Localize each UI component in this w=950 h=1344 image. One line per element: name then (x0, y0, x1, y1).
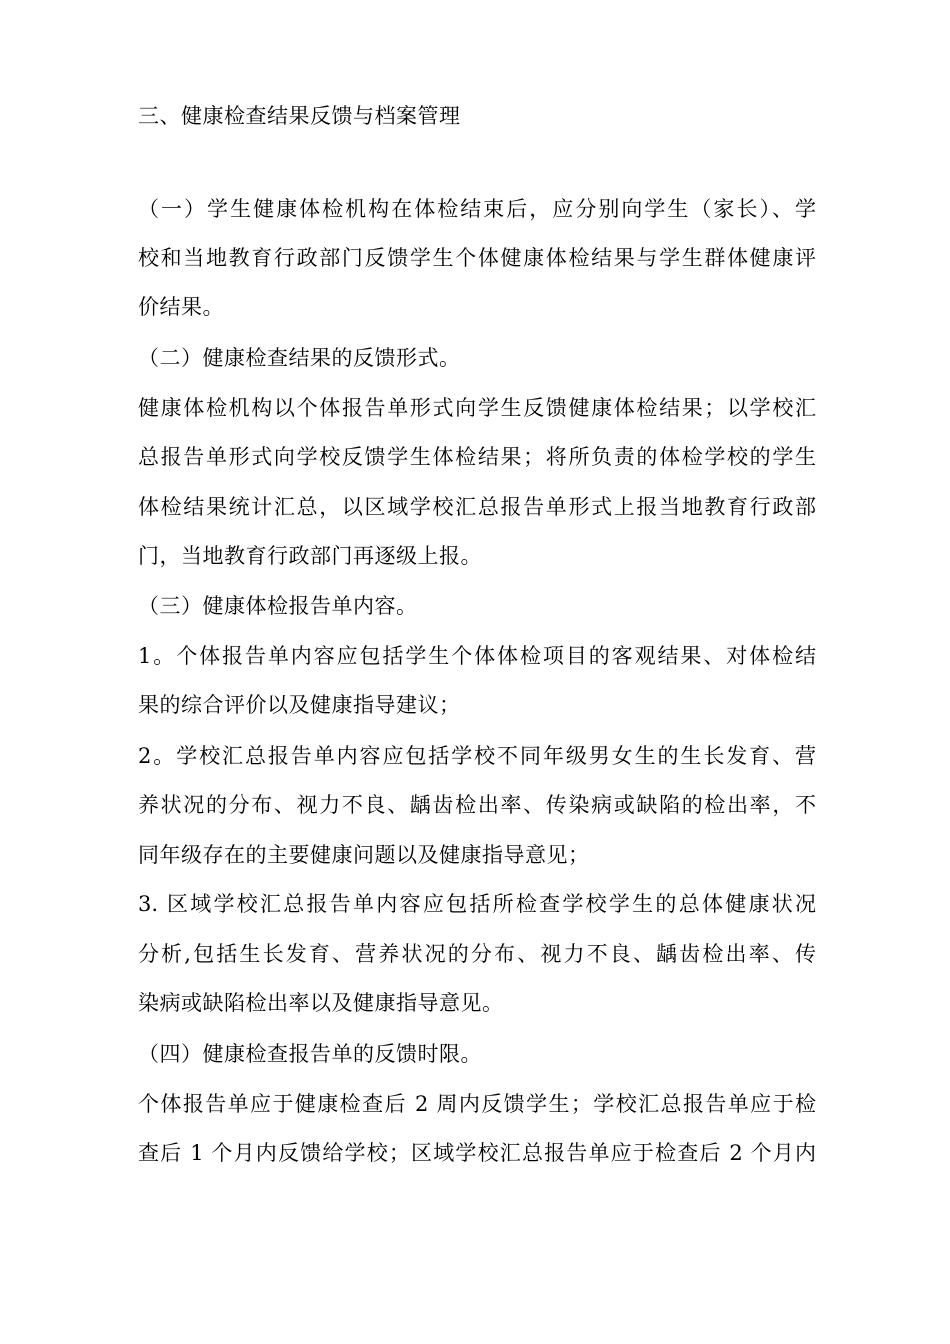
paragraph-line: 2。学校汇总报告单内容应包括学校不同年级男女生的生长发育、营 (138, 744, 816, 768)
paragraph-line: 个体报告单应于健康检查后 2 周内反馈学生；学校汇总报告单应于检 (138, 1092, 816, 1116)
subsection-heading: （四）健康检查报告单的反馈时限。 (138, 1042, 482, 1066)
paragraph-line: 总报告单形式向学校反馈学生体检结果；将所负责的体检学校的学生 (138, 445, 816, 469)
paragraph-line: 养状况的分布、视力不良、龋齿检出率、传染病或缺陷的检出率，不 (138, 793, 816, 817)
paragraph-line: 体检结果统计汇总，以区域学校汇总报告单形式上报当地教育行政部 (138, 495, 816, 519)
paragraph-line: 校和当地教育行政部门反馈学生个体健康体检结果与学生群体健康评 (138, 246, 816, 270)
paragraph-line: 果的综合评价以及健康指导建议； (138, 693, 461, 717)
paragraph-line: 3. 区域学校汇总报告单内容应包括所检查学校学生的总体健康状况 (138, 892, 816, 916)
subsection-heading: （三）健康体检报告单内容。 (138, 594, 418, 618)
subsection-heading: （二）健康检查结果的反馈形式。 (138, 346, 461, 370)
paragraph-line: 门，当地教育行政部门再逐级上报。 (138, 544, 482, 568)
paragraph-line: 价结果。 (138, 295, 224, 319)
section-heading: 三、健康检查结果反馈与档案管理 (138, 104, 461, 128)
paragraph-line: 染病或缺陷检出率以及健康指导意见。 (138, 991, 504, 1015)
paragraph-line: 同年级存在的主要健康问题以及健康指导意见； (138, 843, 590, 867)
paragraph-line: 查后 1 个月内反馈给学校；区域学校汇总报告单应于检查后 2 个月内 (138, 1141, 816, 1165)
paragraph-line: 分析,包括生长发育、营养状况的分布、视力不良、龋齿检出率、传 (138, 942, 816, 966)
paragraph-line: （一）学生健康体检机构在体检结束后，应分别向学生（家长）、学 (138, 197, 816, 221)
paragraph-line: 1。个体报告单内容应包括学生个体体检项目的客观结果、对体检结 (138, 644, 816, 668)
paragraph-line: 健康体检机构以个体报告单形式向学生反馈健康体检结果；以学校汇 (138, 396, 816, 420)
